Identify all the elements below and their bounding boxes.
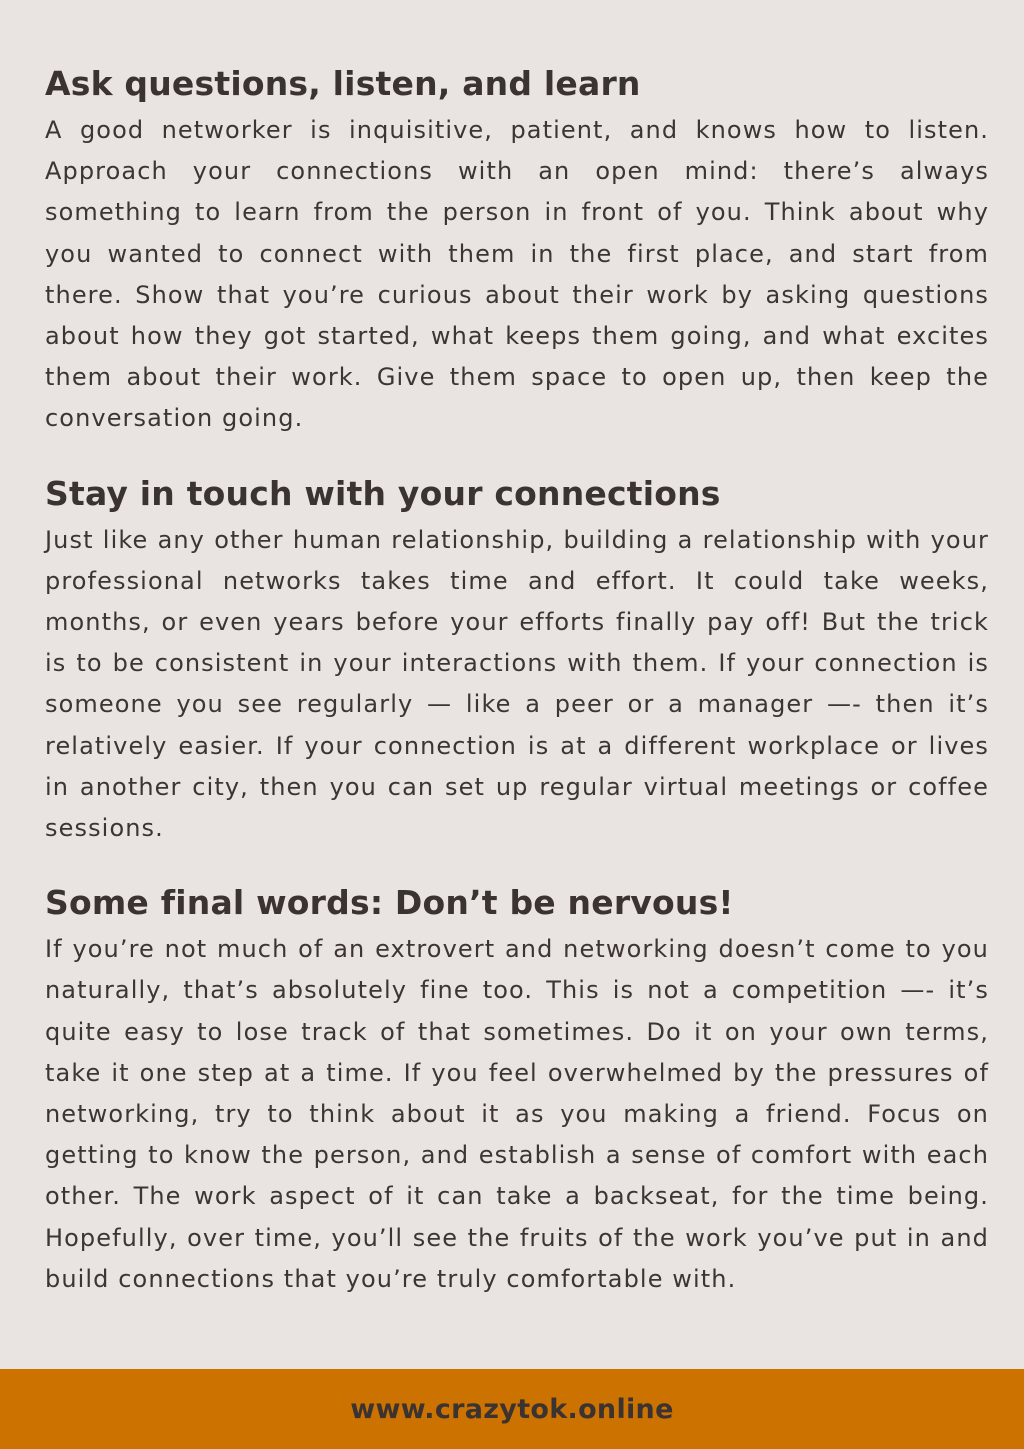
section-ask-questions <box>45 58 989 440</box>
section-final-words <box>45 877 989 1300</box>
footer-url-link[interactable]: www.crazytok.online <box>350 1393 674 1425</box>
section-heading: Some final words: Don’t be nervous! <box>45 883 734 923</box>
section-body: If you’re not much of an extrovert and networking doesn’t come to you naturally, that’s absolutely fine too. This is not a competition —- it’s quite easy to lose track of that sometimes. Do it on your own terms, take it one step at a time. If you feel overwhelmed by the pressures of networking, try to think about it as you making a friend. Focus on getting to know the person, and establish a sense of comfort with each other. The work aspect of it can take a backseat, for the time being. Hopefully, over time, you’ll see the fruits of the work you’ve put in and build connections that you’re truly comfortable with. <box>45 935 989 1293</box>
footer-bar <box>0 1369 1024 1449</box>
section-heading: Stay in touch with your connections <box>45 473 721 513</box>
section-stay-in-touch <box>45 468 989 850</box>
section-heading: Ask questions, listen, and learn <box>45 64 641 103</box>
article-content <box>45 58 989 1300</box>
section-body: Just like any other human relationship, building a relationship with your professional networks takes time and effort. It could take weeks, months, or even years before your efforts finally pay off! But the trick is to be consistent in your interactions with them. If your connection is someone you see regularly — like a peer or a manager —- then it’s relatively easier. If your connection is at a different workplace or lives in another city, then you can set up regular virtual meetings or coffee sessions. <box>45 525 989 843</box>
section-body: A good networker is inquisitive, patient, and knows how to listen. Approach your connections with an open mind: there’s always something to learn from the person in front of you. Think about why you wanted to connect with them in the first place, and start from there. Show that you’re curious about their work by asking questions about how they got started, what keeps them going, and what excites them about their work. Give them space to open up, then keep the conversation going. <box>45 116 989 433</box>
